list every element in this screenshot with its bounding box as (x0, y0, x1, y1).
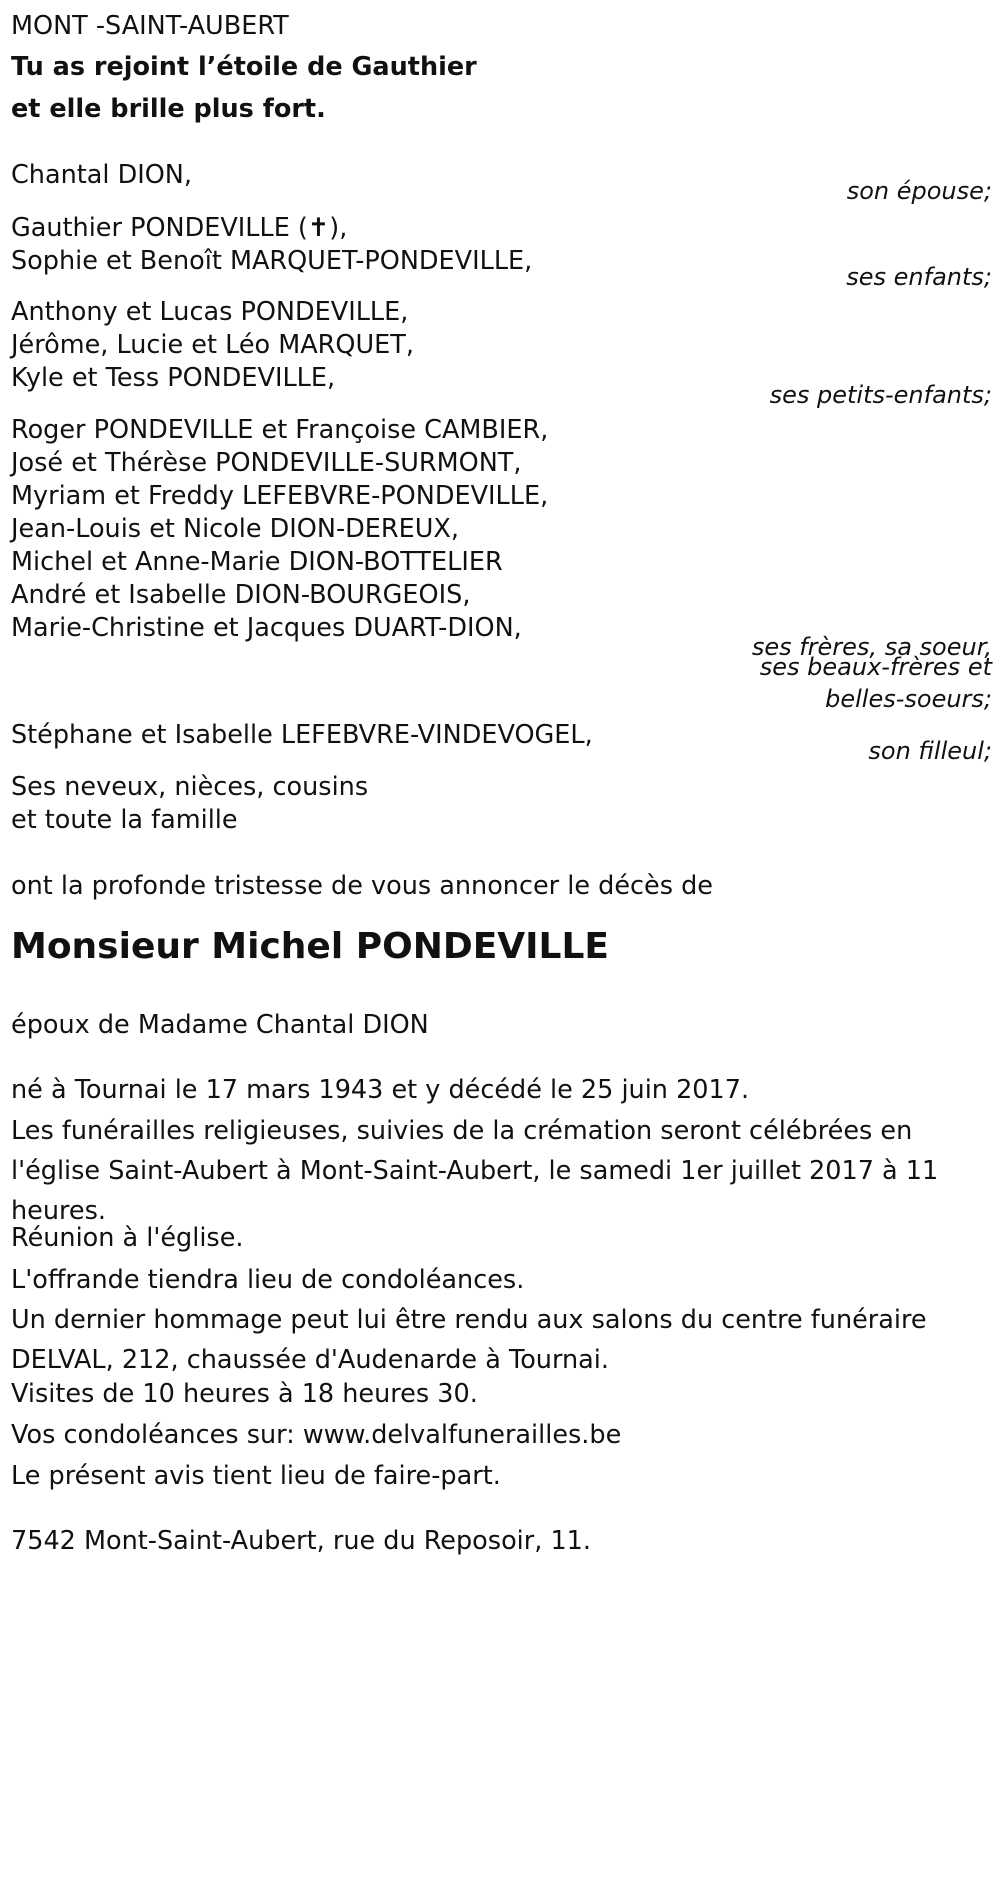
tribute-info: Un dernier hommage peut lui être rendu aux salons du centre funéraire DELVAL, 212, chaussée d'Audenarde à Tournai. (11, 1305, 927, 1375)
offering-info: L'offrande tiendra lieu de condoléances. (11, 1265, 525, 1295)
sibling-name: André et Isabelle DION-BOURGEOIS, (11, 580, 471, 610)
others-line-2: et toute la famille (11, 805, 238, 835)
sibling-name: José et Thérèse PONDEVILLE-SURMONT, (11, 448, 522, 478)
announcement-intro: ont la profonde tristesse de vous annoncer le décès de (11, 871, 713, 901)
grandchildren-role: ses petits-enfants; (769, 381, 992, 409)
funeral-info: Les funérailles religieuses, suivies de la crémation seront célébrées en l'église Saint-Aubert à Mont-Saint-Aubert, le samedi 1er juillet 2017 à 11 heures. (11, 1116, 939, 1226)
siblings-role-line-3: belles-soeurs; (825, 685, 992, 713)
spouse-role: son épouse; (846, 177, 992, 205)
spouse-name: Chantal DION, (11, 160, 192, 190)
sibling-name: Michel et Anne-Marie DION-BOTTELIER (11, 547, 503, 577)
others-line-1: Ses neveux, nièces, cousins (11, 772, 369, 802)
spouse-of: époux de Madame Chantal DION (11, 1010, 429, 1040)
epigraph-line-1: Tu as rejoint l’étoile de Gauthier (11, 52, 477, 82)
grandchild-name: Kyle et Tess PONDEVILLE, (11, 363, 336, 393)
siblings-role-line-1: ses frères, sa soeur, (751, 633, 992, 661)
godson-role: son filleul; (868, 737, 992, 765)
deceased-name: Monsieur Michel PONDEVILLE (11, 926, 610, 967)
child-name: Sophie et Benoît MARQUET-PONDEVILLE, (11, 246, 533, 276)
notice-info: Le présent avis tient lieu de faire-part. (11, 1461, 501, 1491)
visits-info: Visites de 10 heures à 18 heures 30. (11, 1379, 478, 1409)
sibling-name: Myriam et Freddy LEFEBVRE-PONDEVILLE, (11, 481, 549, 511)
grandchild-name: Jérôme, Lucie et Léo MARQUET, (11, 330, 414, 360)
sibling-name: Marie-Christine et Jacques DUART-DION, (11, 613, 522, 643)
children-role: ses enfants; (846, 263, 992, 291)
grandchild-name: Anthony et Lucas PONDEVILLE, (11, 297, 409, 327)
child-name: Gauthier PONDEVILLE (✝), (11, 213, 348, 243)
epigraph-line-2: et elle brille plus fort. (11, 94, 326, 124)
siblings-role-line-2: ses beaux-frères et (759, 653, 992, 681)
sibling-name: Jean-Louis et Nicole DION-DEREUX, (11, 514, 459, 544)
location-heading: MONT -SAINT-AUBERT (11, 11, 289, 41)
birth-death-info: né à Tournai le 17 mars 1943 et y décédé le 25 juin 2017. (11, 1075, 750, 1105)
godson-name: Stéphane et Isabelle LEFEBVRE-VINDEVOGEL, (11, 720, 593, 750)
condolences-info: Vos condoléances sur: www.delvalfunerailles.be (11, 1420, 622, 1450)
meeting-info: Réunion à l'église. (11, 1223, 244, 1253)
sibling-name: Roger PONDEVILLE et Françoise CAMBIER, (11, 415, 549, 445)
address: 7542 Mont-Saint-Aubert, rue du Reposoir, 11. (11, 1526, 592, 1556)
